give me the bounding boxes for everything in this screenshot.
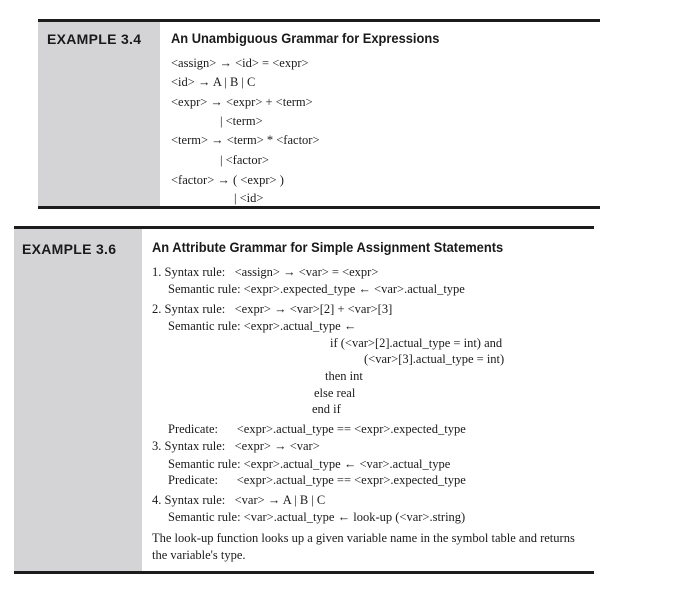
attribute-rule: Predicate: <expr>.actual_type == <expr>.expected_type bbox=[168, 473, 466, 487]
grammar-rule: <expr> → <expr> + <term> bbox=[171, 95, 313, 109]
example-title: An Unambiguous Grammar for Expressions bbox=[171, 30, 440, 46]
bottom-rule bbox=[38, 206, 600, 209]
attribute-rule: Semantic rule: <var>.actual_type ← look-up (<var>.string) bbox=[168, 510, 466, 524]
grammar-rule: <factor> → ( <expr> ) bbox=[171, 173, 284, 187]
grammar-rule: <assign> → <id> = <expr> bbox=[171, 56, 309, 70]
attribute-rule: then int bbox=[325, 369, 363, 383]
attribute-rule: end if bbox=[312, 402, 341, 416]
example-label: EXAMPLE 3.4 bbox=[47, 31, 142, 47]
grammar-rule: | <factor> bbox=[220, 153, 269, 167]
attribute-rule: 1. Syntax rule: <assign> → <var> = <expr> bbox=[152, 265, 379, 279]
attribute-rule: Predicate: <expr>.actual_type == <expr>.expected_type bbox=[168, 422, 466, 436]
example-label: EXAMPLE 3.6 bbox=[22, 241, 117, 257]
attribute-rule: if (<var>[2].actual_type = int) and bbox=[330, 336, 503, 350]
grammar-rule: <id> → A | B | C bbox=[171, 75, 256, 89]
attribute-rule: 3. Syntax rule: <expr> → <var> bbox=[152, 439, 320, 453]
attribute-rule: 2. Syntax rule: <expr> → <var>[2] + <var>[3] bbox=[152, 302, 393, 316]
example-3-4-box bbox=[38, 19, 600, 209]
grammar-rule: | <term> bbox=[220, 114, 263, 128]
bottom-rule bbox=[14, 571, 594, 574]
example-3-6-box bbox=[14, 226, 594, 574]
label-sidebar bbox=[14, 229, 142, 571]
attribute-rule: (<var>[3].actual_type = int) bbox=[364, 352, 505, 366]
example-title: An Attribute Grammar for Simple Assignment Statements bbox=[152, 239, 504, 255]
attribute-rule: else real bbox=[314, 386, 356, 400]
attribute-rule: Semantic rule: <expr>.actual_type ← bbox=[168, 319, 357, 333]
attribute-rule: Semantic rule: <expr>.actual_type ← <var>.actual_type bbox=[168, 457, 451, 471]
label-sidebar bbox=[38, 22, 160, 206]
lookup-note: The look-up function looks up a given variable name in the symbol table and returns the variable's type. bbox=[152, 531, 575, 562]
attribute-rule: Semantic rule: <expr>.expected_type ← <var>.actual_type bbox=[168, 282, 465, 296]
grammar-rule: | <id> bbox=[234, 191, 264, 205]
attribute-rule: 4. Syntax rule: <var> → A | B | C bbox=[152, 493, 326, 507]
grammar-rule: <term> → <term> * <factor> bbox=[171, 133, 320, 147]
